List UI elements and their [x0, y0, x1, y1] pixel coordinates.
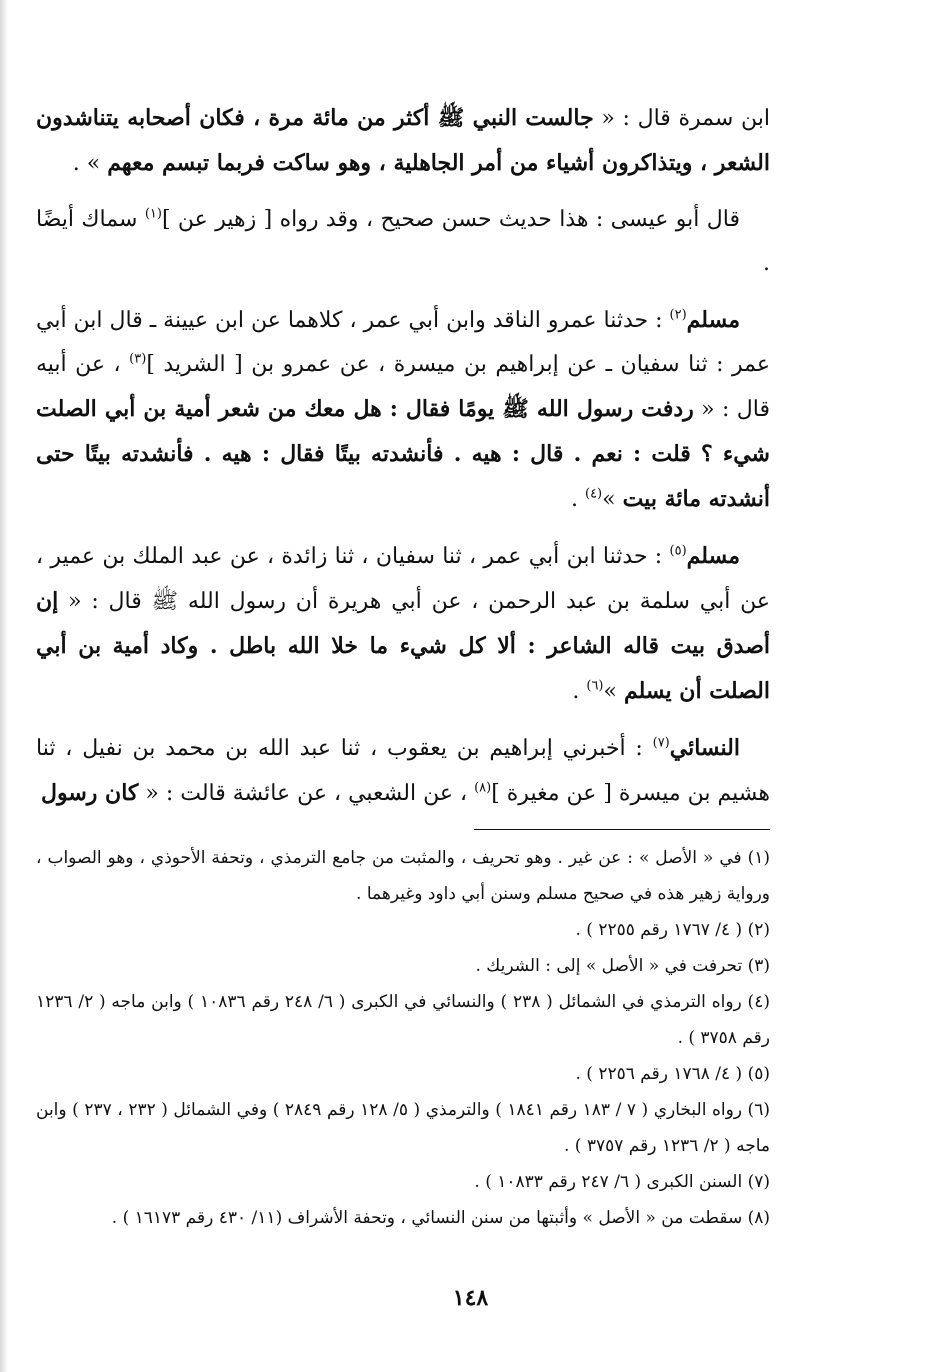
p1-end: » . [72, 151, 108, 176]
p5-source: النسائي [669, 735, 740, 761]
paragraph-5 [36, 726, 770, 816]
footnote-ref-2: (٢) [669, 307, 687, 323]
footnote-2: (٢) ( ٤/ ١٧٦٧ رقم ٢٢٥٥ ) . [575, 920, 770, 940]
p4-end: » [603, 679, 624, 704]
p4-text-a: : حدثنا ابن أبي عمر ، ثنا سفيان ، ثنا زائدة ، عن عبد الملك بن عمير ، عن أبي سلمة بن عبد الرحمن ، عن أبي هريرة أن رسول الله ﷺ قال : « [36, 544, 770, 614]
p1-quote: جالست النبي ﷺ أكثر من مائة مرة ، فكان أصحابه يتناشدون الشعر ، ويتذاكرون أشياء من أمر الجاهلية ، وهو ساكت فربما تبسم معهم [36, 105, 770, 176]
paragraph-3 [36, 298, 770, 522]
p5-text-b: ، عن الشعبي ، عن عائشة قالت : « [138, 781, 475, 806]
p2-text-b: سماك أيضًا . [36, 207, 770, 276]
footnote-8: (٨) سقطت من « الأصل » وأثبتها من سنن النسائي ، وتحفة الأشراف (١١/ ٤٣٠ رقم ١٦١٧٣ ) . [111, 1208, 770, 1228]
footnote-3: (٣) تحرفت في « الأصل » إلى : الشريك . [475, 956, 770, 976]
footnote-ref-8: (٨) [474, 780, 492, 796]
p4-quote: إن أصدق بيت قاله الشاعر : ألا كل شيء ما خلا الله باطل . وكاد أمية بن أبي الصلت أن يسلم [36, 588, 770, 704]
footnote-separator [474, 829, 770, 830]
p4-source: مسلم [686, 543, 740, 569]
footnote-ref-3: (٣) [129, 351, 147, 367]
p1-lead: ابن سمرة قال : « [593, 106, 771, 131]
main-text [36, 96, 770, 828]
footnote-ref-1: (١) [144, 206, 162, 222]
footnote-ref-7: (٧) [652, 735, 670, 751]
paragraph-2 [36, 198, 770, 286]
page-edge-shadow [0, 0, 8, 1372]
p5-quote: كان رسول [40, 780, 139, 806]
footnote-4: (٤) رواه الترمذي في الشمائل ( ٢٣٨ ) والنسائي في الكبرى ( ٦/ ٢٤٨ رقم ١٠٨٣٦ ) وابن ماجه ( ٢/ ١٢٣٦ رقم ٣٧٥٨ ) . [36, 992, 770, 1048]
p5-text-a: : أخبرني إبراهيم بن يعقوب ، ثنا عبد الله بن محمد بن نفيل ، ثنا هشيم بن ميسرة [ عن مغيرة ] [36, 736, 770, 806]
footnote-6: (٦) رواه البخاري ( ٧ / ١٨٣ رقم ١٨٤١ ) والترمذي ( ٥/ ١٢٨ رقم ٢٨٤٩ ) وفي الشمائل ( ٢٣٢ ، ٢٣٧ ) وابن ماجه ( ٢/ ١٢٣٦ رقم ٣٧٥٧ ) . [36, 1100, 770, 1156]
p3-text-b: ، عن أبيه قال : « [36, 352, 770, 422]
p3-tail: . [570, 487, 585, 512]
p3-source: مسلم [686, 307, 740, 333]
footnote-1: (١) في « الأصل » : عن غير . وهو تحريف ، والمثبت من جامع الترمذي ، وتحفة الأحوذي ، وهو الصواب ، ورواية زهير هذه في صحيح مسلم وسنن أبي داود وغيرهما . [36, 848, 770, 904]
footnote-ref-5: (٥) [669, 543, 687, 559]
footnote-7: (٧) السنن الكبرى ( ٦/ ٢٤٧ رقم ١٠٨٣٣ ) . [474, 1172, 770, 1192]
p4-tail: . [572, 679, 587, 704]
p2-text-a: قال أبو عيسى : هذا حديث حسن صحيح ، وقد رواه [ زهير عن ] [161, 207, 740, 232]
footnote-ref-6: (٦) [586, 678, 604, 694]
footnotes [36, 840, 770, 1236]
p3-end: » [602, 487, 623, 512]
paragraph-4 [36, 534, 770, 714]
footnote-5: (٥) ( ٤/ ١٧٦٨ رقم ٢٢٥٦ ) . [575, 1064, 770, 1084]
paragraph-1 [36, 96, 770, 186]
p3-quote: ردفت رسول الله ﷺ يومًا فقال : هل معك من شعر أمية بن أبي الصلت شيء ؟ قلت : نعم . قال : هيه . فأنشدته بيتًا فقال : هيه . فأنشدته بيتًا حتى أنشدته مائة بيت [36, 396, 770, 512]
p3-text-a: : حدثنا عمرو الناقد وابن أبي عمر ، كلاهما عن ابن عيينة ـ قال ابن أبي عمر : ثنا سفيان ـ عن إبراهيم بن ميسرة ، عن عمرو بن [ الشريد ] [35, 308, 770, 377]
footnote-ref-4: (٤) [584, 486, 603, 502]
page-number: ١٤٨ [452, 1285, 489, 1311]
